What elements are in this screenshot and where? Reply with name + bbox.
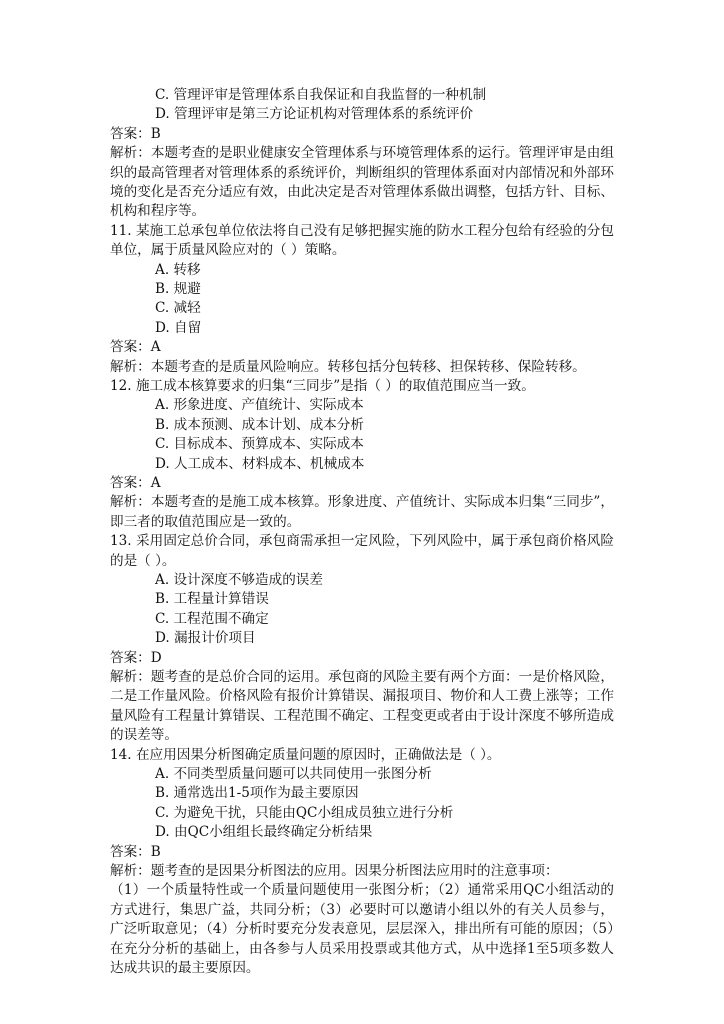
question-14: 14. 在应用因果分析图确定质量问题的原因时，正确做法是（ ）。 [110,746,501,763]
option-line: D. 管理评审是第三方论证机构对管理体系的系统评价 [155,106,474,123]
analysis-paragraph: 解析：本题考查的是职业健康安全管理体系与环境管理体系的运行。管理评审是由组织的最高管理者对管理体系的系统评价，判断组织的管理体系面对内部情况和外部环境的变化是否充分适应有效，由此决定是否对管理体系做出调整，包括方针、目标、机构和程序等。 [110,145,614,220]
option-line: D. 人工成本、材料成本、机械成本 [155,455,365,472]
option-line: C. 管理评审是管理体系自我保证和自我监督的一种机制 [155,87,487,103]
option-line: A. 形象进度、产值统计、实际成本 [155,397,364,414]
question-11: 11. 某施工总承包单位依法将自己没有足够把握实施的防水工程分包给有经验的分包单位，属于质量风险应对的（ ）策略。 [110,222,614,259]
option-line: C. 减轻 [155,300,201,317]
analysis-paragraph: 解析：本题考查的是施工成本核算。形象进度、产值统计、实际成本归集“三同步”，即三者的取值范围应是一致的。 [110,494,614,530]
analysis-paragraph: 解析：题考查的是因果分析图法的应用。因果分析图法应用时的注意事项： [110,862,559,879]
analysis-paragraph: 解析：本题考查的是质量风险响应。转移包括分包转移、担保转移、保险转移。 [110,358,586,375]
option-line: B. 规避 [155,281,201,297]
answer-line: 答案：B [110,125,161,142]
option-line: D. 由QC小组组长最终确定分析结果 [155,824,373,841]
answer-line: 答案：B [110,843,161,860]
option-line: A. 设计深度不够造成的误差 [155,571,323,588]
option-line: D. 漏报计价项目 [155,630,256,647]
answer-line: 答案：A [110,474,161,491]
document-body [110,86,614,978]
question-12: 12. 施工成本核算要求的归集“三同步”是指（ ）的取值范围应当一致。 [110,377,535,394]
option-line: D. 自留 [155,319,202,336]
option-line: C. 为避免干扰，只能由QC小组成员独立进行分析 [155,804,454,821]
analysis-paragraph: （1）一个质量特性或一个质量问题使用一张图分析；（2）通常采用QC小组活动的方式进行，集思广益，共同分析；（3）必要时可以邀请小组以外的有关人员参与，广泛听取意见；（4）分析时要充分发表意见，层层深入，排出所有可能的原因；（5）在充分分析的基础上，由各参与人员采用投票或其他方式，从中选择1至5项多数人达成共识的最主要原因。 [110,882,614,976]
option-line: C. 目标成本、预算成本、实际成本 [155,436,364,453]
answer-line: 答案：D [110,649,162,666]
question-13: 13. 采用固定总价合同，承包商需承担一定风险，下列风险中，属于承包商价格风险的是（ ）。 [110,533,614,569]
answer-line: 答案：A [110,339,161,356]
analysis-paragraph: 解析：题考查的是总价合同的运用。承包商的风险主要有两个方面：一是价格风险，二是工作量风险。价格风险有报价计算错误、漏报项目、物价和人工费上涨等；工作量风险有工程量计算错误、工程范围不确定、工程变更或者由于设计深度不够所造成的误差等。 [110,668,614,744]
option-line: A. 转移 [155,261,201,278]
option-line: B. 通常选出1-5项作为最主要原因 [155,785,359,802]
option-line: A. 不同类型质量问题可以共同使用一张图分析 [155,765,432,782]
option-line: B. 工程量计算错误 [155,591,269,608]
option-line: C. 工程范围不确定 [155,610,269,627]
option-line: B. 成本预测、成本计划、成本分析 [155,416,364,433]
